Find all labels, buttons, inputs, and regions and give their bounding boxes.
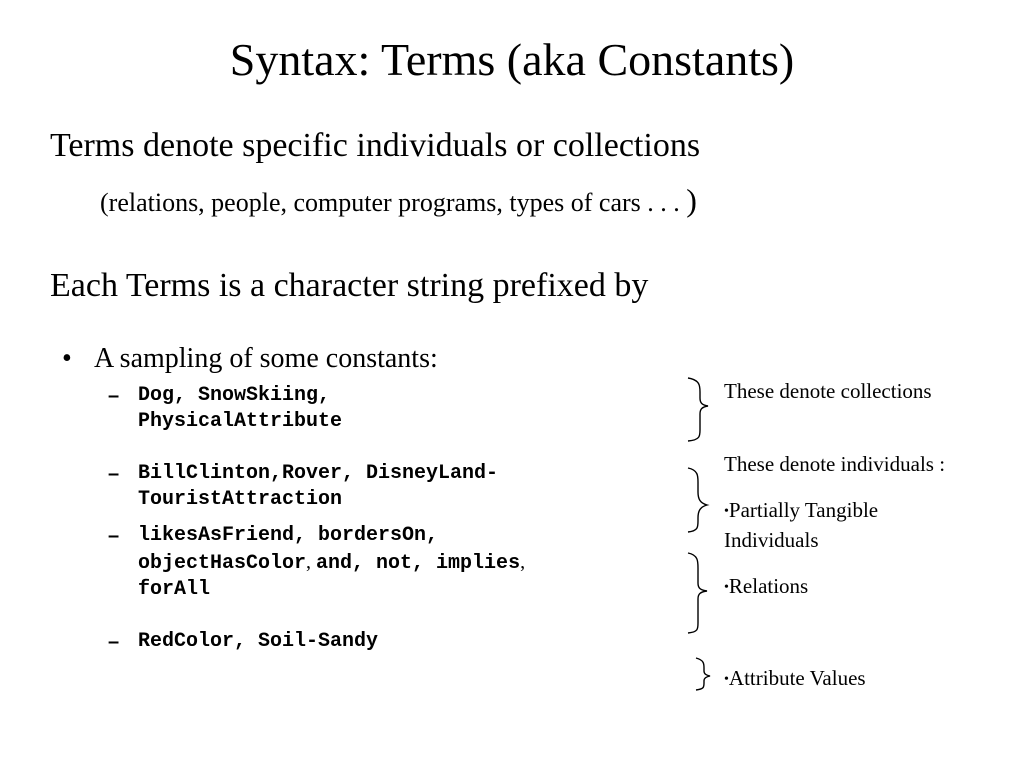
constant-line: likesAsFriend, bordersOn, xyxy=(138,524,439,547)
constant-line: PhysicalAttribute xyxy=(138,410,343,433)
brace-icon xyxy=(688,553,707,633)
constant-line: RedColor, Soil-Sandy xyxy=(138,630,379,653)
small-bullet: • xyxy=(724,504,729,519)
dash-marker: – xyxy=(108,463,120,485)
dash-marker: – xyxy=(108,631,120,653)
brace-icon xyxy=(688,468,707,532)
dash-marker: – xyxy=(108,525,120,547)
constant-line: Dog, SnowSkiing, xyxy=(138,384,331,407)
constant-token: and, not, implies xyxy=(316,552,521,575)
separator-comma: , xyxy=(520,551,526,573)
sampling-bullet: A sampling of some constants: xyxy=(94,343,438,374)
dash-marker: – xyxy=(108,385,120,407)
small-bullet: • xyxy=(724,580,729,595)
bullet-marker: • xyxy=(62,343,72,374)
terms-examples-close-paren: ) xyxy=(686,182,697,218)
note-individuals: These denote individuals : xyxy=(724,452,946,476)
note-relations xyxy=(724,571,808,603)
constant-token: objectHasColor xyxy=(138,552,307,575)
note-partially-tangible xyxy=(724,495,878,527)
note-individuals-line: Individuals xyxy=(724,528,819,552)
terms-definition: Terms denote specific individuals or collections xyxy=(50,127,701,164)
small-bullet: • xyxy=(724,672,729,687)
constant-line: BillClinton,Rover, DisneyLand- xyxy=(138,462,499,485)
terms-examples-text: (relations, people, computer programs, types of cars . . . xyxy=(100,188,687,217)
note-text: Partially Tangible xyxy=(728,498,879,522)
note-text: Attribute Values xyxy=(728,666,866,690)
brace-icon xyxy=(696,658,710,690)
separator-comma: , xyxy=(306,551,317,573)
note-collections: These denote collections xyxy=(724,379,932,403)
note-attribute-values xyxy=(724,663,866,695)
terms-prefix-statement: Each Terms is a character string prefixed by xyxy=(50,267,649,304)
constant-line: forAll xyxy=(138,578,211,601)
slide-title: Syntax: Terms (aka Constants) xyxy=(229,34,795,85)
note-text: Relations xyxy=(728,574,809,598)
brace-icon xyxy=(688,378,708,441)
constant-line: TouristAttraction xyxy=(138,488,343,511)
